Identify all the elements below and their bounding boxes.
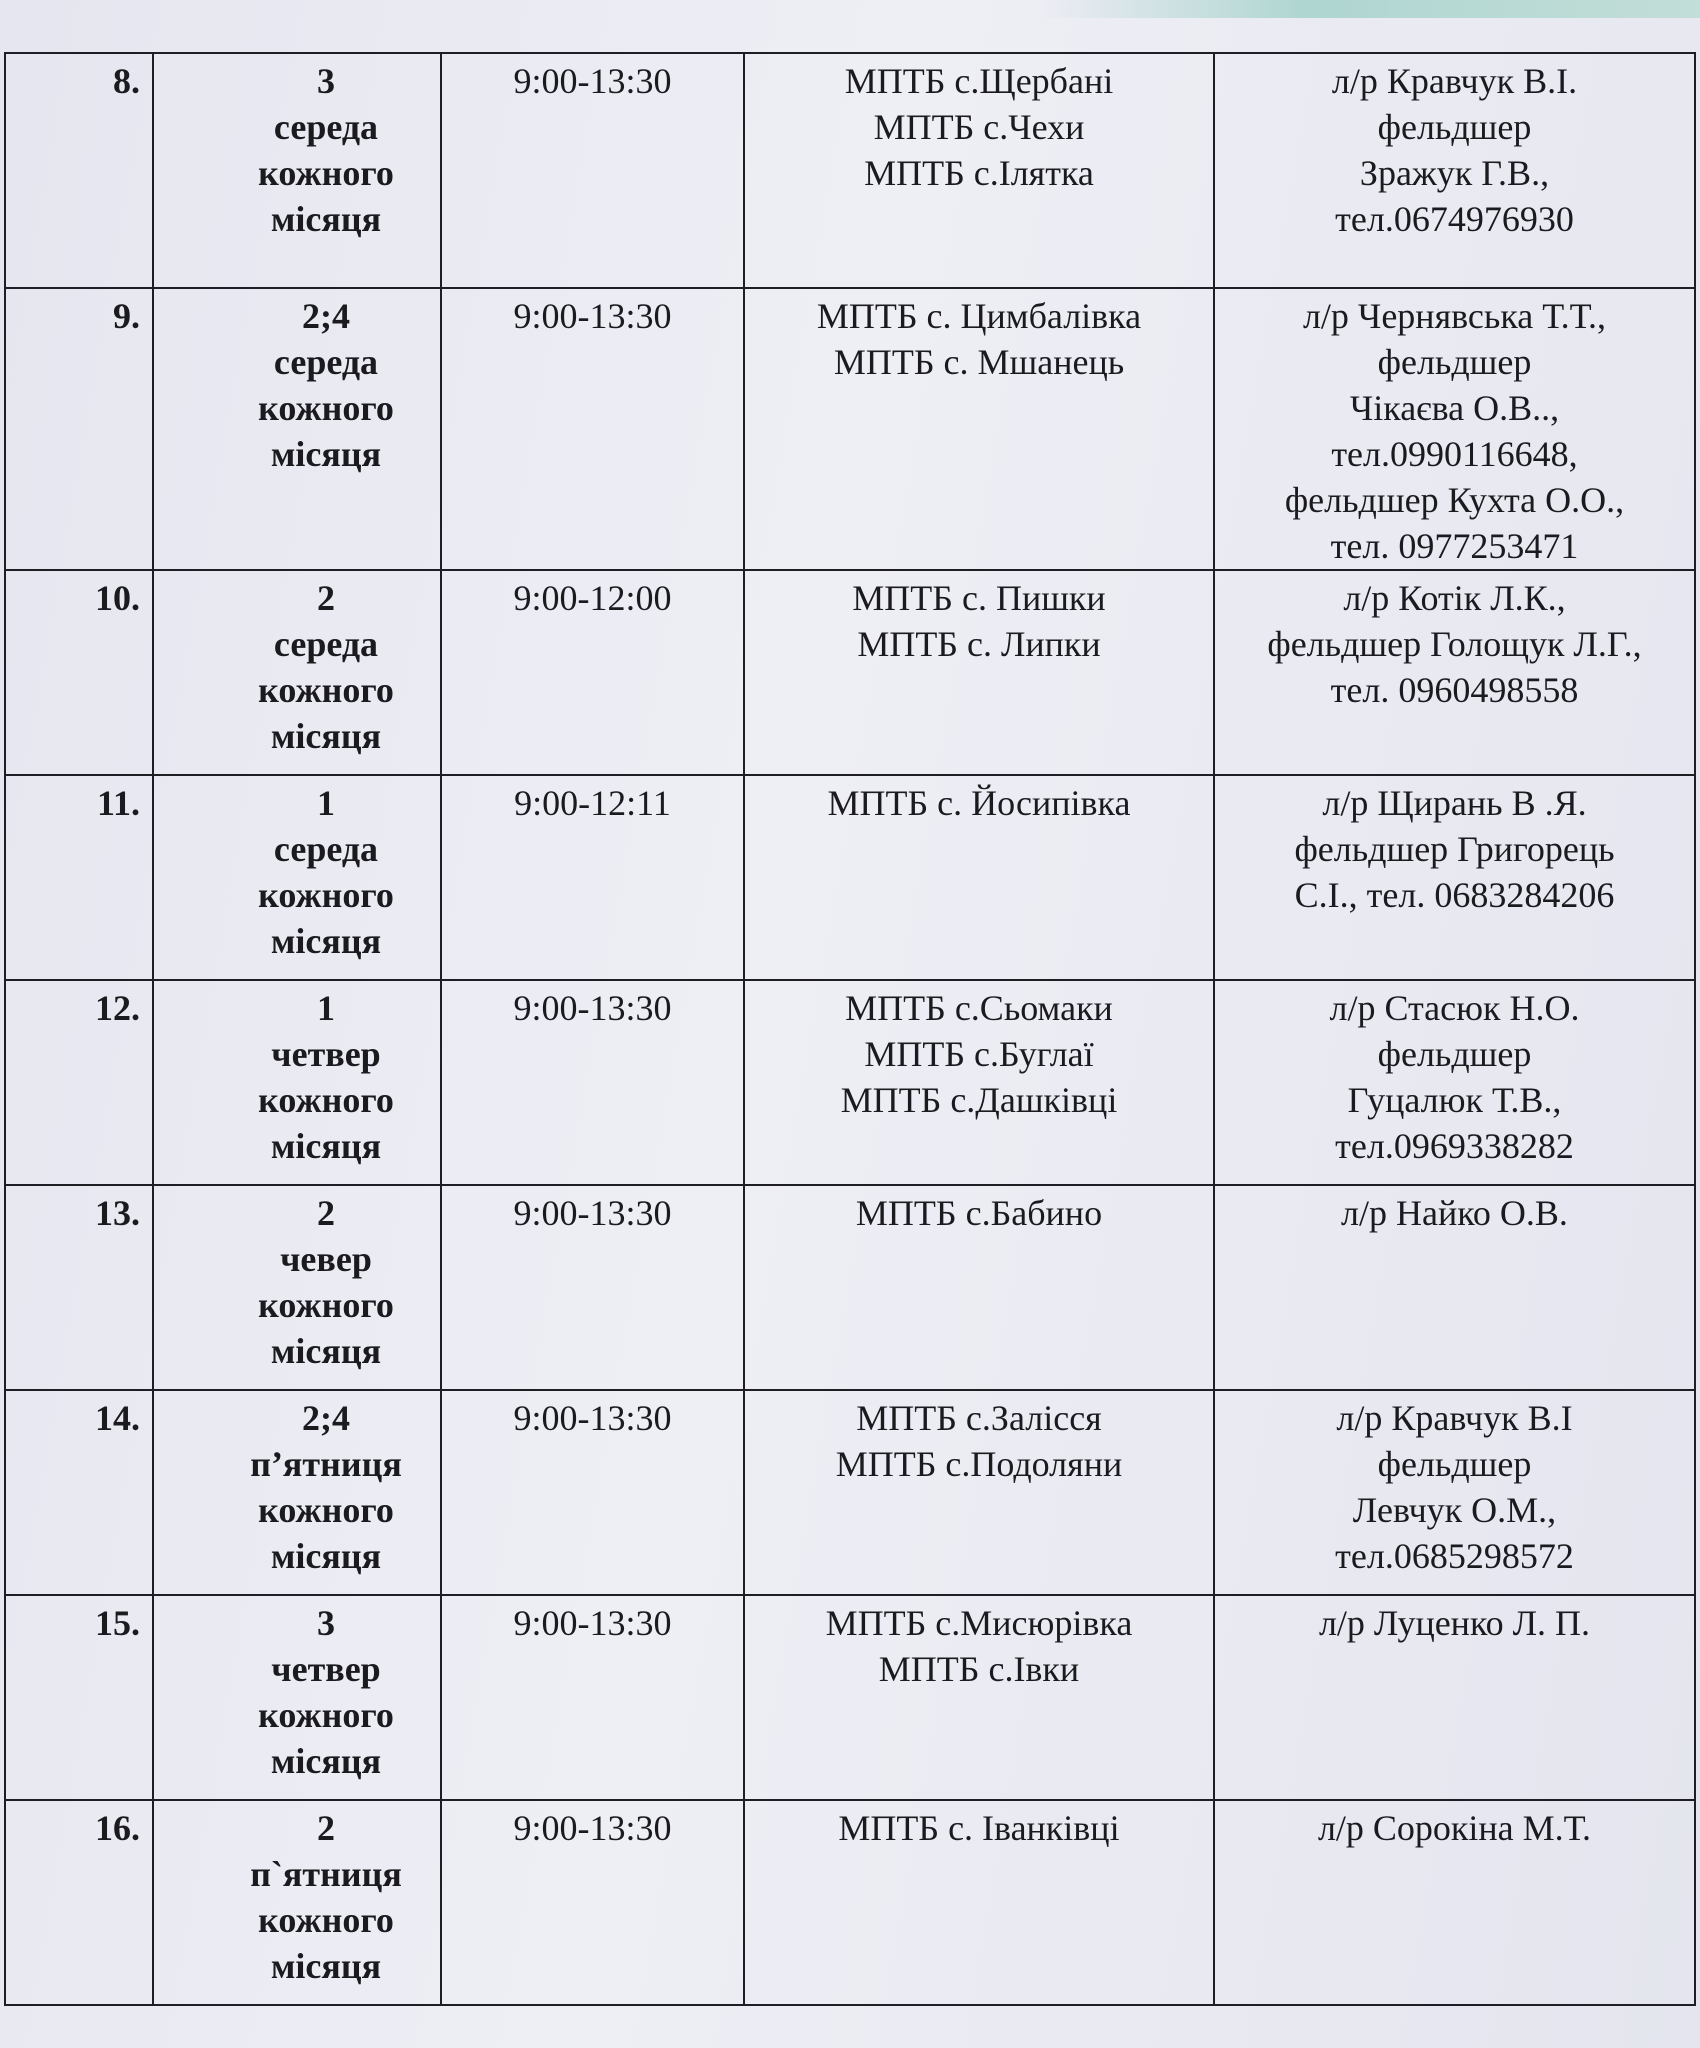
- schedule-table: [4, 52, 1696, 2006]
- time-cell: 9:00-13:30: [441, 1390, 744, 1595]
- contact-line: С.І., тел. 0683284206: [1294, 875, 1615, 915]
- contact-line: л/р Стасюк Н.О.: [1329, 988, 1580, 1028]
- time-cell: 9:00-13:30: [441, 288, 744, 570]
- time-cell: 9:00-13:30: [441, 1595, 744, 1800]
- place-line: МПТБ с.Мисюрівка: [825, 1603, 1133, 1643]
- place-line: МПТБ с. Мшанець: [833, 342, 1125, 382]
- schedule-day-line: місяця: [270, 1331, 382, 1371]
- table-row: [5, 980, 1695, 1185]
- schedule-day-cell: [153, 775, 441, 980]
- contact-line: тел. 0960498558: [1330, 670, 1579, 710]
- place-line: МПТБ с.Чехи: [873, 107, 1085, 147]
- schedule-day-cell: [153, 53, 441, 288]
- contact-line: Зражук Г.В.,: [1359, 153, 1550, 193]
- table-row: [5, 1185, 1695, 1390]
- schedule-day-line: місяця: [270, 716, 382, 756]
- schedule-day-line: місяця: [270, 199, 382, 239]
- schedule-day-line: місяця: [270, 921, 382, 961]
- time-cell: 9:00-12:11: [441, 775, 744, 980]
- schedule-day-line: місяця: [270, 1741, 382, 1781]
- place-line: МПТБ с.Бабино: [855, 1193, 1103, 1233]
- schedule-day-line: кожного: [258, 388, 394, 428]
- table-row: [5, 53, 1695, 288]
- contact-line: фельдшер: [1377, 1034, 1532, 1074]
- place-line: МПТБ с.Івки: [878, 1649, 1080, 1689]
- contact-cell: [1214, 1390, 1695, 1595]
- row-number: 12.: [5, 980, 153, 1185]
- contact-line: фельдшер: [1377, 107, 1532, 147]
- table-row: [5, 1390, 1695, 1595]
- schedule-day-line: місяця: [270, 1536, 382, 1576]
- place-cell: [744, 1185, 1214, 1390]
- schedule-day-cell: [153, 980, 441, 1185]
- schedule-day-line: 2: [317, 1193, 335, 1233]
- contact-line: тел.0685298572: [1335, 1536, 1574, 1576]
- table-row: [5, 570, 1695, 775]
- contact-line: Левчук О.М.,: [1352, 1490, 1557, 1530]
- place-line: МПТБ с.Подоляни: [835, 1444, 1123, 1484]
- contact-line: тел. 0977253471: [1330, 526, 1579, 566]
- contact-cell: [1214, 53, 1695, 288]
- row-number: 14.: [5, 1390, 153, 1595]
- place-cell: [744, 1390, 1214, 1595]
- contact-cell: [1214, 288, 1695, 570]
- schedule-day-line: 3: [317, 61, 335, 101]
- contact-cell: [1214, 1595, 1695, 1800]
- schedule-day-line: кожного: [258, 1900, 394, 1940]
- schedule-day-line: 2;4: [302, 1398, 350, 1438]
- place-line: МПТБ с.Буглаї: [864, 1034, 1094, 1074]
- contact-line: л/р Луценко Л. П.: [1318, 1603, 1591, 1643]
- place-line: МПТБ с.Дашківці: [840, 1080, 1118, 1120]
- place-line: МПТБ с. Цимбалівка: [816, 296, 1142, 336]
- contact-line: л/р Котік Л.К.,: [1343, 578, 1566, 618]
- table-row: [5, 775, 1695, 980]
- place-cell: [744, 1800, 1214, 2005]
- schedule-day-line: середа: [273, 624, 379, 664]
- schedule-day-line: кожного: [258, 153, 394, 193]
- schedule-day-line: місяця: [270, 1126, 382, 1166]
- table-row: [5, 1595, 1695, 1800]
- place-line: МПТБ с.Залісся: [856, 1398, 1102, 1438]
- schedule-day-line: п’ятниця: [250, 1444, 402, 1484]
- schedule-day-line: кожного: [258, 1285, 394, 1325]
- contact-line: Гуцалюк Т.В.,: [1347, 1080, 1562, 1120]
- schedule-day-line: 1: [317, 988, 335, 1028]
- place-line: МПТБ с.Ілятка: [864, 153, 1094, 193]
- place-cell: [744, 775, 1214, 980]
- time-cell: 9:00-13:30: [441, 980, 744, 1185]
- row-number: 10.: [5, 570, 153, 775]
- contact-cell: [1214, 570, 1695, 775]
- place-line: МПТБ с. Пишки: [852, 578, 1106, 618]
- schedule-day-line: середа: [273, 829, 379, 869]
- schedule-day-line: четвер: [271, 1649, 381, 1689]
- place-line: МПТБ с.Сьомаки: [845, 988, 1113, 1028]
- schedule-day-line: 2;4: [302, 296, 350, 336]
- schedule-day-cell: [153, 1595, 441, 1800]
- row-number: 8.: [5, 53, 153, 288]
- row-number: 15.: [5, 1595, 153, 1800]
- place-cell: [744, 53, 1214, 288]
- contact-line: тел.0674976930: [1335, 199, 1574, 239]
- schedule-day-line: 3: [317, 1603, 335, 1643]
- contact-line: фельдшер Голощук Л.Г.,: [1267, 624, 1642, 664]
- schedule-day-line: 2: [317, 578, 335, 618]
- contact-line: фельдшер Кухта О.О.,: [1284, 480, 1625, 520]
- schedule-day-line: кожного: [258, 1080, 394, 1120]
- contact-line: фельдшер: [1377, 1444, 1532, 1484]
- row-number: 16.: [5, 1800, 153, 2005]
- schedule-day-cell: [153, 570, 441, 775]
- schedule-day-cell: [153, 1390, 441, 1595]
- contact-line: фельдшер: [1377, 342, 1532, 382]
- schedule-day-line: кожного: [258, 1490, 394, 1530]
- schedule-day-line: середа: [273, 107, 379, 147]
- schedule-day-cell: [153, 1185, 441, 1390]
- schedule-day-line: місяця: [270, 434, 382, 474]
- contact-line: л/р Найко О.В.: [1341, 1193, 1568, 1233]
- paper-edge-strip: [1040, 0, 1700, 18]
- schedule-day-line: місяця: [270, 1946, 382, 1986]
- time-cell: 9:00-12:00: [441, 570, 744, 775]
- schedule-day-line: четвер: [271, 1034, 381, 1074]
- table-row: [5, 288, 1695, 570]
- contact-line: л/р Сорокіна М.Т.: [1317, 1808, 1592, 1848]
- table-row: [5, 1800, 1695, 2005]
- row-number: 11.: [5, 775, 153, 980]
- schedule-day-line: 2: [317, 1808, 335, 1848]
- schedule-day-line: п`ятниця: [250, 1854, 402, 1894]
- place-line: МПТБ с.Щербані: [844, 61, 1114, 101]
- schedule-day-cell: [153, 1800, 441, 2005]
- contact-cell: [1214, 980, 1695, 1185]
- schedule-day-line: чевер: [280, 1239, 372, 1279]
- contact-cell: [1214, 1800, 1695, 2005]
- place-line: МПТБ с. Йосипівка: [827, 783, 1131, 823]
- contact-line: тел.0990116648,: [1331, 434, 1578, 474]
- row-number: 13.: [5, 1185, 153, 1390]
- schedule-day-line: 1: [317, 783, 335, 823]
- schedule-day-cell: [153, 288, 441, 570]
- contact-line: Чікаєва О.В..,: [1349, 388, 1560, 428]
- contact-line: фельдшер Григорець: [1294, 829, 1615, 869]
- time-cell: 9:00-13:30: [441, 1185, 744, 1390]
- time-cell: 9:00-13:30: [441, 53, 744, 288]
- place-line: МПТБ с. Іванківці: [838, 1808, 1120, 1848]
- contact-line: л/р Чернявська Т.Т.,: [1302, 296, 1607, 336]
- contact-cell: [1214, 775, 1695, 980]
- schedule-day-line: кожного: [258, 875, 394, 915]
- place-cell: [744, 1595, 1214, 1800]
- place-cell: [744, 980, 1214, 1185]
- schedule-table-body: [5, 53, 1695, 2005]
- contact-line: л/р Кравчук В.І: [1336, 1398, 1573, 1438]
- schedule-day-line: кожного: [258, 670, 394, 710]
- place-cell: [744, 570, 1214, 775]
- contact-line: тел.0969338282: [1335, 1126, 1574, 1166]
- time-cell: 9:00-13:30: [441, 1800, 744, 2005]
- place-line: МПТБ с. Липки: [857, 624, 1101, 664]
- schedule-day-line: середа: [273, 342, 379, 382]
- contact-line: л/р Щирань В .Я.: [1322, 783, 1587, 823]
- schedule-day-line: кожного: [258, 1695, 394, 1735]
- row-number: 9.: [5, 288, 153, 570]
- place-cell: [744, 288, 1214, 570]
- contact-line: л/р Кравчук В.І.: [1331, 61, 1578, 101]
- contact-cell: [1214, 1185, 1695, 1390]
